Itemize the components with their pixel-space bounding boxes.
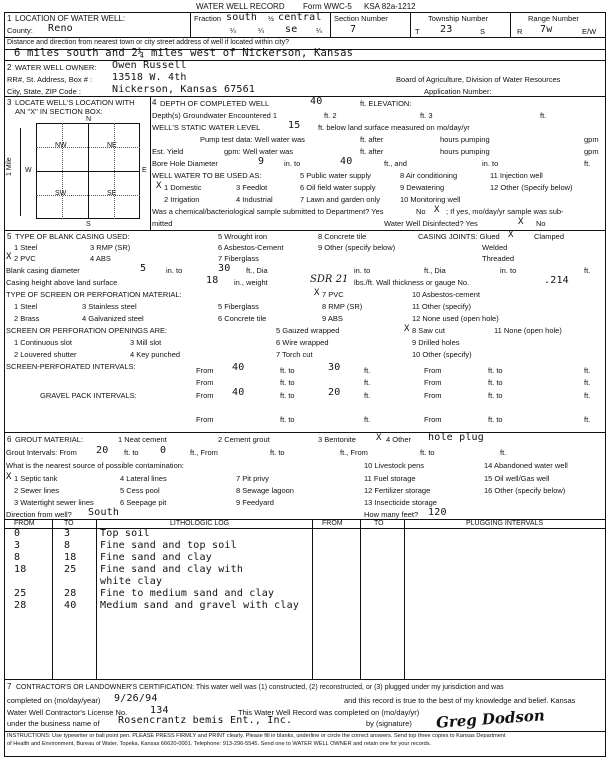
log-to-cell[interactable]: 40 (64, 600, 77, 611)
chem-sample-label: Was a chemical/bacteriological sample submitted to Department? Yes (152, 207, 384, 216)
perf-from2-label: From (424, 366, 442, 375)
casing-height-value[interactable]: 18 (206, 275, 219, 286)
gravel-ftto4-label: ft. to (488, 415, 503, 424)
screen-7[interactable]: 7 PVC (322, 290, 344, 299)
distance-label: Distance and direction from nearest town or city street address of well if located within city? (7, 39, 290, 46)
cont-6[interactable]: 6 Seepage pit (120, 498, 167, 507)
perf-ftto4-label: ft. to (488, 378, 503, 387)
section-number-label: Section Number (334, 14, 388, 23)
casing-8[interactable]: 8 Concrete tile (318, 232, 367, 241)
county-label: County: (7, 26, 33, 35)
casing-weight-label: in., weight (234, 278, 268, 287)
pump-hours-label: hours pumping (440, 135, 490, 144)
grout-ftto3-label: ft. to (420, 448, 435, 457)
log-description-cell[interactable]: white clay (100, 576, 163, 587)
county-value[interactable]: Reno (48, 23, 73, 34)
compass-n: N (86, 116, 92, 123)
casing-9[interactable]: 9 Other (specify below) (318, 243, 396, 252)
distance-value[interactable]: 6 miles south and 2¼ miles west of Nickerson, Kansas (14, 47, 354, 59)
log-from-cell[interactable]: 3 (14, 540, 21, 551)
perf-ft3-label: ft. (364, 378, 371, 387)
perf-ftto3-label: ft. to (280, 378, 295, 387)
pump-test-label: Pump test data: Well water was (200, 135, 305, 144)
threaded-label[interactable]: Threaded (482, 254, 515, 263)
perforated-label: SCREEN-PERFORATED INTERVALS: (6, 362, 136, 371)
instructions-line-2: of Health and Environment, Bureau of Water, Topeka, Kansas 66620-0001. Telephone: 913-296-5545. Send one to WATER WELL OWNER and retain one for your records. (7, 741, 432, 747)
casing-to-value[interactable]: 30 (218, 263, 231, 274)
owner-value[interactable]: Owen Russell (112, 60, 187, 71)
perf-ft2-label: ft. (584, 366, 591, 375)
grout-3[interactable]: 3 Bentonite (318, 435, 356, 444)
opening-4[interactable]: 4 Key punched (130, 350, 181, 359)
license-value[interactable]: 134 (150, 705, 169, 716)
depth-value[interactable]: 40 (310, 96, 323, 107)
log-from-cell[interactable]: 8 (14, 552, 21, 563)
business-value[interactable]: Rosencrantz bemis Ent., Inc. (118, 715, 293, 726)
opening-7[interactable]: 7 Torch cut (276, 350, 313, 359)
perf-ft4-label: ft. (584, 378, 591, 387)
application-label: Application Number: (424, 87, 492, 96)
static-level-label: WELL'S STATIC WATER LEVEL (152, 123, 261, 132)
log-description-cell[interactable]: Fine sand and clay (100, 552, 212, 563)
log-to-header: TO (64, 520, 74, 527)
casing-5[interactable]: 5 Wrought iron (218, 232, 268, 241)
casing-7[interactable]: 7 Fiberglass (218, 254, 259, 263)
fraction-1-value[interactable]: south (226, 12, 258, 23)
grout-ftto2-label: ft. to (270, 448, 285, 457)
pump-gpm-label: gpm (584, 135, 599, 144)
casing-3[interactable]: 3 RMP (SR) (90, 243, 131, 252)
gravel-ft3-label: ft. (364, 415, 371, 424)
use-11[interactable]: 11 Injection well (490, 171, 543, 180)
lbs-ft-label: lbs./ft. Wall thickness or gauge No. (354, 278, 470, 287)
certification-text: CONTRACTOR'S OR LANDOWNER'S CERTIFICATION: This water well was (1) constructed, (2) reconstructed, or (3) plugged under my jurisdiction and was (16, 684, 504, 691)
casing-2[interactable]: 2 PVC (14, 254, 36, 263)
perf-ftto2-label: ft. to (488, 366, 503, 375)
opening-5[interactable]: 5 Gauzed wrapped (276, 326, 340, 335)
chem-sub-label: ; If yes, mo/day/yr sample was sub- (446, 207, 564, 216)
cont-15[interactable]: 15 Oil well/Gas well (484, 474, 550, 483)
quadrant-ne: NE (107, 142, 117, 149)
section-2-number: 2 (7, 63, 12, 72)
use-10[interactable]: 10 Monitoring well (400, 195, 461, 204)
screen-type-label: TYPE OF SCREEN OR PERFORATION MATERIAL: (6, 290, 182, 299)
log-from-header: FROM (14, 520, 35, 527)
owner-label: WATER WELL OWNER: (15, 63, 97, 72)
opening-3[interactable]: 3 Mill slot (130, 338, 162, 347)
yield-hours-label: hours pumping (440, 147, 490, 156)
yield-gpm-label: gpm: Well water was (224, 147, 294, 156)
bore-to-value[interactable]: 40 (340, 156, 353, 167)
disinfected-no-label[interactable]: No (536, 219, 546, 228)
bore-label: Bore Hole Diameter (152, 159, 218, 168)
screen-11[interactable]: 11 Other (specify) (412, 302, 472, 311)
casing-diameter-label: Blank casing diameter (6, 266, 80, 275)
contamination-label: What is the nearest source of possible contamination: (6, 461, 185, 470)
section-7-number: 7 (7, 682, 12, 691)
log-to-cell[interactable]: 18 (64, 552, 77, 563)
casing-4[interactable]: 4 ABS (90, 254, 111, 263)
fraction-quarter-1: ¼ (230, 28, 236, 35)
casing-1[interactable]: 1 Steel (14, 243, 38, 252)
opening-10[interactable]: 10 Other (specify) (412, 350, 472, 359)
gravel-from2-label: From (424, 391, 442, 400)
casing-in-to-2: in. to (354, 266, 371, 275)
log-description-cell[interactable]: Top soil (100, 528, 150, 539)
quadrant-se: SE (107, 190, 117, 197)
casing-pvc-mark[interactable]: X (6, 252, 12, 262)
cont-2[interactable]: 2 Sewer lines (14, 486, 60, 495)
city-value[interactable]: Nickerson, Kansas 67561 (112, 84, 256, 95)
grout-ft-label: ft. (500, 448, 507, 457)
location-label: LOCATION OF WATER WELL: (15, 14, 126, 23)
use-1[interactable]: 1 Domestic (164, 183, 202, 192)
cont-4[interactable]: 4 Lateral lines (120, 474, 167, 483)
elevation-label: ft. ELEVATION: (360, 99, 412, 108)
use-7[interactable]: 7 Lawn and garden only (300, 195, 381, 204)
section-4-number: 4 (152, 98, 157, 107)
cont-13[interactable]: 13 Insecticide storage (364, 498, 437, 507)
plugging-header: PLUGGING INTERVALS (466, 520, 544, 527)
business-label: under the business name of (7, 719, 100, 728)
log-description-cell[interactable]: Fine sand and clay with (100, 564, 244, 575)
casing-ft-dia-2: ft., Dia (424, 266, 446, 275)
yield-after-label: ft. after (360, 147, 384, 156)
log-description-cell[interactable]: Medium sand and gravel with clay (100, 600, 300, 611)
casing-diameter-value[interactable]: 5 (140, 263, 147, 274)
welded-label[interactable]: Welded (482, 243, 508, 252)
gravel-label: GRAVEL PACK INTERVALS: (40, 391, 137, 400)
perf-from3-label: From (196, 378, 214, 387)
completed-value[interactable]: 9/26/94 (114, 693, 158, 704)
opening-9[interactable]: 9 Drilled holes (412, 338, 460, 347)
fraction-3-value[interactable]: se (285, 24, 298, 35)
opening-6[interactable]: 6 Wire wrapped (276, 338, 329, 347)
log-from-cell[interactable]: 28 (14, 600, 27, 611)
glued-mark[interactable]: X (508, 230, 514, 240)
township-s: S (480, 27, 486, 36)
yield-gpm2-label: gpm (584, 147, 599, 156)
gravel-from4-label: From (424, 415, 442, 424)
township-label: Township Number (428, 14, 489, 23)
range-value[interactable]: 7w (540, 24, 553, 35)
screen-12[interactable]: 12 None used (open hole) (412, 314, 499, 323)
sdr-value[interactable]: SDR 21 (310, 274, 349, 285)
grout-intervals-label: Grout Intervals: From (6, 448, 77, 457)
direction-value[interactable]: South (88, 507, 120, 518)
quadrant-nw: NW (55, 142, 67, 149)
gw-ft3-label: ft. 3 (420, 111, 433, 120)
cont-8[interactable]: 8 Sewage lagoon (236, 486, 294, 495)
casing-ft-3: ft. (584, 266, 591, 275)
screen-3[interactable]: 3 Stainless steel (82, 302, 137, 311)
township-t: T (415, 27, 420, 36)
grout-label: GROUT MATERIAL: (15, 435, 84, 444)
fraction-label: Fraction (194, 14, 222, 23)
perf-to-value[interactable]: 30 (328, 362, 341, 373)
use-9[interactable]: 9 Dewatering (400, 183, 445, 192)
range-label: Range Number (528, 14, 579, 23)
pump-after-label: ft. after (360, 135, 384, 144)
gravel-ft-label: ft. (364, 391, 371, 400)
cont-10[interactable]: 10 Livestock pens (364, 461, 425, 470)
bore-ft-label: ft., and (384, 159, 407, 168)
use-2[interactable]: 2 Irrigation (164, 195, 200, 204)
address-value[interactable]: 13518 W. 4th (112, 72, 187, 83)
log-lithologic-header: LITHOLOGIC LOG (170, 520, 230, 527)
cont-16[interactable]: 16 Other (specify below) (484, 486, 566, 495)
casing-joints-label: CASING JOINTS: Glued (418, 232, 500, 241)
gravel-ftto2-label: ft. to (488, 391, 503, 400)
log-description-cell[interactable]: Fine to medium sand and clay (100, 588, 275, 599)
cont-1[interactable]: 1 Septic tank (14, 474, 58, 483)
record-completed-label: This Water Well Record was completed on (mo/day/yr) (238, 708, 420, 717)
opening-11[interactable]: 11 None (open hole) (494, 326, 562, 335)
gravel-from-label: From (196, 391, 214, 400)
section-number-value[interactable]: 7 (350, 24, 357, 35)
opening-8[interactable]: 8 Saw cut (412, 326, 445, 335)
use-6[interactable]: 6 Oil field water supply (300, 183, 376, 192)
septic-mark[interactable]: X (6, 472, 12, 482)
gw-ft-label: ft. (540, 111, 547, 120)
screen-9[interactable]: 9 ABS (322, 314, 343, 323)
cont-3[interactable]: 3 Watertight sewer lines (14, 498, 94, 507)
signature[interactable]: Greg Dodson (435, 706, 546, 732)
cont-7[interactable]: 7 Pit privy (236, 474, 269, 483)
groundwater-label: Depth(s) Groundwater Encountered 1 (152, 111, 278, 120)
perf-from4-label: From (424, 378, 442, 387)
saw-cut-mark[interactable]: X (404, 324, 410, 334)
feet-value[interactable]: 120 (428, 507, 447, 518)
form-title: WATER WELL RECORD (196, 2, 285, 11)
board-label: Board of Agriculture, Division of Water Resources (396, 75, 561, 84)
disinfected-label: Water Well Disinfected? Yes (384, 219, 478, 228)
gravel-from3-label: From (196, 415, 214, 424)
grout-ftto-label: ft. to (124, 448, 139, 457)
log-to-cell[interactable]: 3 (64, 528, 71, 539)
grout-other-mark[interactable]: X (376, 433, 382, 443)
address-label: RR#, St. Address, Box # : (7, 75, 93, 84)
domestic-mark[interactable]: X (156, 181, 162, 191)
cont-9[interactable]: 9 Feedyard (236, 498, 274, 507)
true-text: and this record is true to the best of my knowledge and belief. Kansas (344, 696, 576, 705)
compass-s: S (86, 221, 91, 228)
log-description-cell[interactable]: Fine sand and top soil (100, 540, 237, 551)
log-from-cell[interactable]: 18 (14, 564, 27, 575)
perf-from-label: From (196, 366, 214, 375)
cont-5[interactable]: 5 Cess pool (120, 486, 160, 495)
screen-2[interactable]: 2 Brass (14, 314, 40, 323)
chem-no-mark[interactable]: X (434, 205, 440, 215)
static-level-value[interactable]: 15 (288, 120, 301, 131)
casing-in-to-3: in. to (500, 266, 517, 275)
city-label: City, State, ZIP Code : (7, 87, 81, 96)
direction-label: Direction from well? (6, 510, 72, 519)
use-4[interactable]: 4 Industrial (236, 195, 273, 204)
compass-w: W (25, 167, 32, 174)
fraction-quarter-3: ¼ (316, 28, 322, 35)
casing-6[interactable]: 6 Asbestos-Cement (218, 243, 284, 252)
screen-pvc-mark[interactable]: X (314, 288, 320, 298)
log-to-cell[interactable]: 8 (64, 540, 71, 551)
gauge-value[interactable]: .214 (544, 275, 569, 286)
log-from-cell[interactable]: 0 (14, 528, 21, 539)
log-from-cell[interactable]: 25 (14, 588, 27, 599)
gravel-to-value[interactable]: 20 (328, 387, 341, 398)
license-label: Water Well Contractor's License No. (7, 708, 128, 717)
township-value[interactable]: 23 (440, 24, 453, 35)
section-6-number: 6 (7, 435, 12, 444)
section-3-number: 3 (7, 98, 12, 107)
gravel-from-value[interactable]: 40 (232, 387, 245, 398)
static-after-label: ft. below land surface measured on mo/day/yr (318, 123, 470, 132)
grout-2[interactable]: 2 Cement grout (218, 435, 270, 444)
perf-ft-label: ft. (364, 366, 371, 375)
grout-4[interactable]: 4 Other (386, 435, 412, 444)
opening-2[interactable]: 2 Louvered shutter (14, 350, 77, 359)
casing-label: TYPE OF BLANK CASING USED: (15, 232, 130, 241)
use-8[interactable]: 8 Air conditioning (400, 171, 458, 180)
use-3[interactable]: 3 Feedlot (236, 183, 268, 192)
quadrant-sw: SW (55, 190, 67, 197)
clamped-label[interactable]: Clamped (534, 232, 565, 241)
cont-14[interactable]: 14 Abandoned water well (484, 461, 568, 470)
range-ew: E/W (582, 27, 597, 36)
completed-label: completed on (mo/day/year) (7, 696, 101, 705)
grout-ftfrom2-label: ft., From (340, 448, 368, 457)
opening-1[interactable]: 1 Continuous slot (14, 338, 72, 347)
use-5[interactable]: 5 Public water supply (300, 171, 371, 180)
grout-from-value[interactable]: 20 (96, 445, 109, 456)
cont-12[interactable]: 12 Fertilizer storage (364, 486, 431, 495)
yield-label: Est. Yield (152, 147, 184, 156)
fraction-2-value[interactable]: central (278, 12, 322, 23)
bore-ft2-label: ft. (584, 159, 591, 168)
perf-from-value[interactable]: 40 (232, 362, 245, 373)
perf-ftto-label: ft. to (280, 366, 295, 375)
depth-label: DEPTH OF COMPLETED WELL (160, 99, 270, 108)
screen-8[interactable]: 8 RMP (SR) (322, 302, 363, 311)
log-to-cell[interactable]: 28 (64, 588, 77, 599)
screen-6[interactable]: 6 Concrete tile (218, 314, 267, 323)
fraction-half: ½ (268, 16, 274, 23)
gravel-ft2-label: ft. (584, 391, 591, 400)
section-1-number: 1 (7, 14, 12, 23)
casing-in-to: in. to (166, 266, 183, 275)
casing-height-label: Casing height above land surface (6, 278, 118, 287)
gravel-ft4-label: ft. (584, 415, 591, 424)
grout-to-value[interactable]: 0 (160, 445, 167, 456)
openings-label: SCREEN OR PERFORATION OPENINGS ARE: (6, 326, 168, 335)
gw-ft2-label: ft. 2 (324, 111, 337, 120)
form-number: Form WWC-5 (303, 2, 352, 11)
range-r: R (517, 27, 523, 36)
compass-e: E (142, 167, 147, 174)
plug-from-header: FROM (322, 520, 343, 527)
locate-label-1: LOCATE WELL'S LOCATION WITH (15, 98, 135, 107)
ksa-ref: KSA 82a-1212 (364, 2, 416, 11)
cont-11[interactable]: 11 Fuel storage (364, 474, 416, 483)
grout-ftfrom-label: ft., From (190, 448, 218, 457)
bore-in-label: in. to (284, 159, 301, 168)
locate-label-2: AN "X" IN SECTION BOX: (15, 107, 103, 116)
fraction-quarter-2: ¼ (258, 28, 264, 35)
use-12[interactable]: 12 Other (Specify below) (490, 183, 573, 192)
screen-5[interactable]: 5 Fiberglass (218, 302, 259, 311)
grout-1[interactable]: 1 Neat cement (118, 435, 167, 444)
chem-no-label[interactable]: No (416, 207, 426, 216)
signature-label: by (signature) (366, 719, 412, 728)
gravel-ftto-label: ft. to (280, 391, 295, 400)
mile-label: 1 Mile (6, 157, 13, 176)
screen-4[interactable]: 4 Galvanized steel (82, 314, 144, 323)
gravel-ftto3-label: ft. to (280, 415, 295, 424)
disinfected-yes-mark[interactable]: X (518, 217, 524, 227)
log-to-cell[interactable]: 25 (64, 564, 77, 575)
section-5-number: 5 (7, 232, 12, 241)
use-label: WELL WATER TO BE USED AS: (152, 171, 262, 180)
bore-in2-label: in. to (482, 159, 499, 168)
mitted-label: mitted (152, 219, 173, 228)
plug-to-header: TO (374, 520, 384, 527)
feet-label: How many feet? (364, 510, 419, 519)
instructions-line-1: INSTRUCTIONS: Use typewriter or ball point pen. PLEASE PRESS FIRMLY and PRINT clearly. Please fill in blanks, underline or circle the correct answers. Send top three copies to Kansas Department (7, 733, 506, 739)
screen-1[interactable]: 1 Steel (14, 302, 38, 311)
casing-ft-dia: ft., Dia (246, 266, 268, 275)
grout-other-value[interactable]: hole plug (428, 432, 484, 443)
bore-diameter-value[interactable]: 9 (258, 156, 265, 167)
screen-10[interactable]: 10 Asbestos-cement (412, 290, 480, 299)
